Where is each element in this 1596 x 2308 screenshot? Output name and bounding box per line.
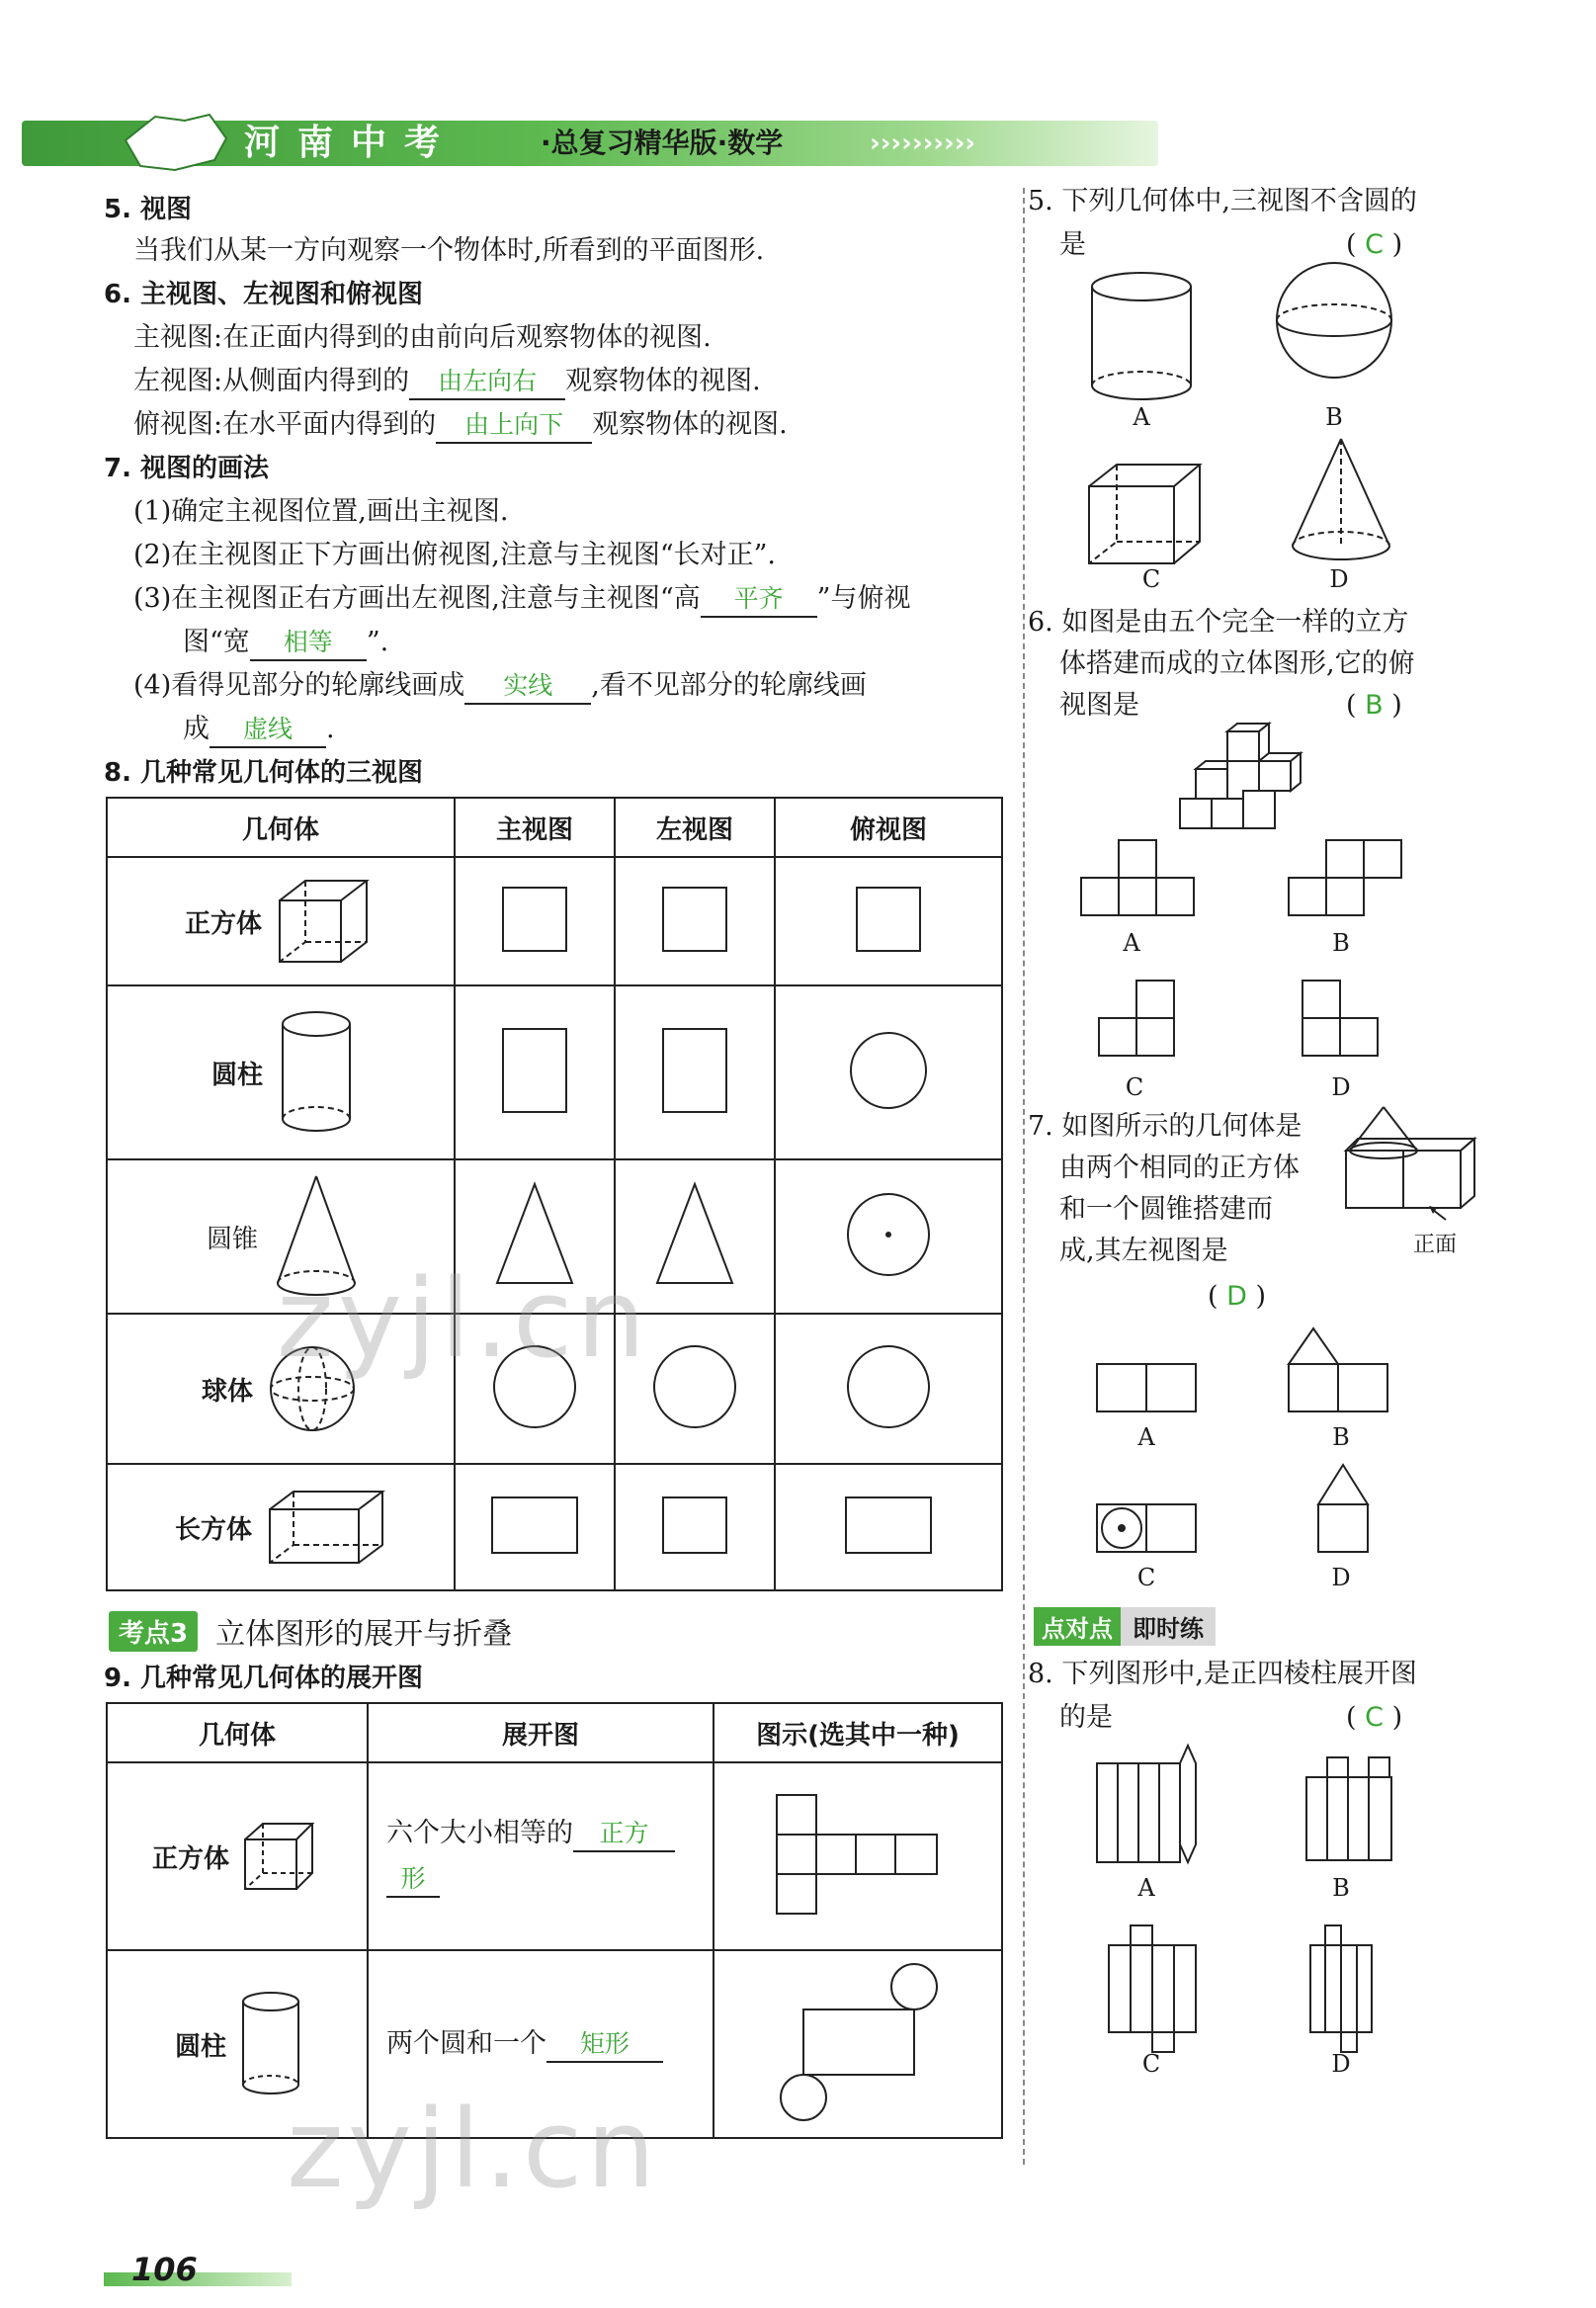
net-desc-2 bbox=[386, 1856, 713, 1902]
th-solid: 几何体 bbox=[107, 1703, 368, 1762]
net-desc bbox=[386, 2022, 713, 2066]
q7-line4: 成,其左视图是 bbox=[1059, 1236, 1228, 1266]
s6-line2-b: 观察物体的视图. bbox=[565, 366, 761, 396]
table-row bbox=[107, 857, 1002, 985]
s7-line3-a: (3)在主视图正右方画出左视图,注意与主视图“高 bbox=[133, 583, 701, 614]
s7-line6 bbox=[183, 708, 335, 751]
option-label: B bbox=[1332, 929, 1350, 957]
s6-line3-a: 俯视图:在水平面内得到的 bbox=[133, 409, 437, 440]
row-name: 正方体 bbox=[185, 908, 263, 939]
cell-solid bbox=[107, 857, 455, 985]
s5-text: 当我们从某一方向观察一个物体时,所看到的平面图形. bbox=[133, 235, 765, 266]
cell-side bbox=[615, 985, 775, 1159]
answer-letter: B bbox=[1365, 690, 1384, 721]
row-name: 球体 bbox=[202, 1376, 254, 1407]
net-option-d-icon bbox=[1306, 1922, 1376, 2056]
topview-option-b-icon bbox=[1287, 838, 1405, 919]
cube-icon bbox=[241, 1820, 316, 1893]
s5-title: 5. 视图 bbox=[104, 195, 193, 224]
q6-line3: 视图是 bbox=[1059, 690, 1139, 721]
practice-tag: 点对点 bbox=[1034, 1607, 1121, 1646]
circle-view-icon bbox=[650, 1342, 739, 1431]
page-number: 106 bbox=[131, 2251, 198, 2288]
q6-answer: ( B ) bbox=[1346, 690, 1402, 721]
kaodian-title: 立体图形的展开与折叠 bbox=[215, 1617, 513, 1652]
option-label: D bbox=[1331, 1073, 1351, 1101]
header-title: 河南中考 bbox=[244, 123, 459, 163]
square-view-icon bbox=[660, 885, 729, 954]
cell-figure bbox=[714, 1762, 1002, 1950]
leftview-option-d-icon bbox=[1314, 1461, 1372, 1556]
stacked-cubes-icon bbox=[1178, 722, 1316, 832]
s7-line4-b: ”. bbox=[366, 627, 389, 657]
cell-top bbox=[775, 1159, 1002, 1314]
s6-title: 6. 主视图、左视图和俯视图 bbox=[104, 280, 424, 309]
rect-view-icon bbox=[489, 1495, 580, 1556]
cell-top bbox=[775, 857, 1002, 985]
practice-heading bbox=[1034, 1607, 1216, 1646]
option-label: A bbox=[1137, 1874, 1155, 1902]
s7-line3 bbox=[133, 577, 910, 621]
topview-option-c-icon bbox=[1095, 979, 1178, 1062]
table-row bbox=[107, 985, 1002, 1159]
option-label: A bbox=[1137, 1423, 1155, 1451]
s7-title: 7. 视图的画法 bbox=[104, 454, 270, 483]
s6-line2 bbox=[133, 360, 761, 403]
th-top: 俯视图 bbox=[775, 798, 1002, 857]
cell-front bbox=[455, 857, 615, 985]
page-header bbox=[22, 111, 1188, 176]
answer-blank: 平齐 bbox=[701, 582, 817, 618]
rect-view-icon bbox=[660, 1026, 729, 1115]
q6-line1: 6. 如图是由五个完全一样的立方 bbox=[1028, 607, 1409, 638]
s7-line4 bbox=[183, 621, 388, 664]
s7-line2: (2)在主视图正下方画出俯视图,注意与主视图“长对正”. bbox=[133, 540, 777, 570]
cone-icon bbox=[1287, 435, 1395, 573]
option-label: C bbox=[1136, 1564, 1156, 1591]
option-label: B bbox=[1332, 1423, 1350, 1451]
page-number-badge bbox=[104, 2251, 292, 2288]
option-label: D bbox=[1331, 1564, 1351, 1591]
th-front: 主视图 bbox=[455, 798, 615, 857]
watermark: zyjl.cn bbox=[277, 1255, 650, 1382]
cell-top bbox=[775, 1464, 1002, 1590]
th-net: 展开图 bbox=[368, 1703, 714, 1762]
option-label: B bbox=[1332, 1874, 1350, 1902]
s6-line3 bbox=[133, 403, 788, 447]
q7-line2: 由两个相同的正方体 bbox=[1059, 1153, 1300, 1183]
watermark: zyjl.cn bbox=[287, 2086, 660, 2212]
topview-option-a-icon bbox=[1079, 838, 1198, 919]
cell-top bbox=[775, 1314, 1002, 1464]
net-desc-a: 六个大小相等的 bbox=[386, 1818, 573, 1848]
net-desc-a: 两个圆和一个 bbox=[386, 2028, 546, 2059]
circle-dot-view-icon bbox=[844, 1190, 933, 1279]
cell-front bbox=[455, 1464, 615, 1590]
s6-line3-b: 观察物体的视图. bbox=[592, 409, 788, 440]
answer-blank: 实线 bbox=[464, 669, 591, 705]
topview-option-d-icon bbox=[1299, 979, 1382, 1062]
rect-view-icon bbox=[500, 1026, 569, 1115]
th-figure: 图示(选其中一种) bbox=[714, 1703, 1002, 1762]
cube-icon bbox=[1085, 461, 1204, 567]
table-row bbox=[107, 1464, 1002, 1590]
cell-figure bbox=[714, 1950, 1002, 2138]
kaodian-tag: 考点3 bbox=[109, 1611, 198, 1652]
option-label: A bbox=[1123, 929, 1140, 957]
q7-line3: 和一个圆锥搭建而 bbox=[1059, 1194, 1273, 1225]
th-side: 左视图 bbox=[615, 798, 775, 857]
option-label: A bbox=[1133, 403, 1150, 431]
row-name: 长方体 bbox=[175, 1514, 253, 1545]
th-solid: 几何体 bbox=[107, 798, 455, 857]
square-view-icon bbox=[854, 885, 923, 954]
circle-view-icon bbox=[847, 1029, 930, 1112]
front-label: 正面 bbox=[1413, 1233, 1458, 1257]
leftview-option-c-icon bbox=[1095, 1500, 1198, 1556]
cell-solid bbox=[107, 1762, 368, 1950]
s7-line6-a: 成 bbox=[183, 714, 210, 744]
net-option-a-icon bbox=[1093, 1742, 1198, 1866]
net-table bbox=[106, 1702, 1003, 2139]
row-name: 圆锥 bbox=[207, 1224, 259, 1254]
rect-view-icon bbox=[660, 1495, 729, 1556]
cube-icon bbox=[276, 877, 370, 966]
three-view-table bbox=[106, 797, 1003, 1591]
net-option-c-icon bbox=[1105, 1922, 1200, 2056]
sphere-icon bbox=[1273, 259, 1395, 382]
answer-blank: 由上向下 bbox=[436, 408, 592, 444]
column-divider bbox=[1023, 188, 1025, 2165]
q6-line2: 体搭建而成的立体图形,它的俯 bbox=[1059, 648, 1415, 679]
header-chevrons: ›››››››››› bbox=[870, 128, 976, 158]
option-label: C bbox=[1141, 2050, 1161, 2078]
header-subtitle: ·总复习精华版·数学 bbox=[541, 127, 784, 159]
q5-line1: 5. 下列几何体中,三视图不含圆的 bbox=[1028, 186, 1417, 216]
cuboid-icon bbox=[266, 1488, 386, 1567]
cell-solid bbox=[107, 1464, 455, 1590]
answer-blank: 由左向右 bbox=[409, 365, 565, 400]
option-label: C bbox=[1141, 565, 1161, 593]
option-label: C bbox=[1125, 1073, 1144, 1101]
cubes-cone-icon bbox=[1342, 1103, 1502, 1222]
q8-line1: 8. 下列图形中,是正四棱柱展开图 bbox=[1028, 1659, 1417, 1689]
net-option-b-icon bbox=[1302, 1753, 1395, 1864]
s7-line4-a: 图“宽 bbox=[183, 627, 250, 657]
cell-top bbox=[775, 985, 1002, 1159]
q7-answer: ( D ) bbox=[1208, 1281, 1267, 1312]
answer-blank: 矩形 bbox=[546, 2027, 663, 2063]
cell-side bbox=[615, 1464, 775, 1590]
answer-letter: C bbox=[1365, 229, 1384, 260]
s7-line1: (1)确定主视图位置,画出主视图. bbox=[133, 496, 509, 527]
answer-blank: 正方 bbox=[573, 1817, 675, 1852]
cylinder-net-icon bbox=[774, 1958, 942, 2126]
q8-answer: ( C ) bbox=[1346, 1702, 1403, 1733]
row-name: 圆柱 bbox=[211, 1060, 264, 1090]
s7-line5-b: ,看不见部分的轮廓线画 bbox=[591, 670, 867, 701]
practice-title: 即时练 bbox=[1121, 1607, 1216, 1646]
net-desc bbox=[386, 1811, 713, 1856]
leftview-option-b-icon bbox=[1287, 1325, 1389, 1415]
s6-line1: 主视图:在正面内得到的由前向后观察物体的视图. bbox=[133, 322, 712, 353]
cell-front bbox=[455, 985, 615, 1159]
circle-view-icon bbox=[844, 1342, 933, 1431]
row-name: 圆柱 bbox=[175, 2031, 227, 2062]
s9-title: 9. 几种常见几何体的展开图 bbox=[104, 1664, 424, 1693]
cylinder-icon bbox=[277, 1008, 356, 1137]
q8-line2: 的是 bbox=[1059, 1702, 1113, 1733]
answer-letter: C bbox=[1365, 1702, 1384, 1733]
option-label: D bbox=[1331, 2050, 1351, 2078]
cell-solid bbox=[107, 985, 455, 1159]
triangle-view-icon bbox=[653, 1180, 736, 1289]
cube-net-icon bbox=[773, 1791, 943, 1918]
s7-line6-b: . bbox=[326, 714, 335, 744]
rect-view-icon bbox=[843, 1495, 934, 1556]
cylinder-icon bbox=[238, 1990, 303, 2098]
s8-title: 8. 几种常见几何体的三视图 bbox=[104, 758, 424, 788]
cell-side bbox=[615, 857, 775, 985]
cylinder-icon bbox=[1087, 269, 1196, 407]
row-name: 正方体 bbox=[152, 1843, 230, 1874]
s7-line5-a: (4)看得见部分的轮廓线画成 bbox=[133, 670, 465, 701]
cell-net bbox=[368, 1762, 714, 1950]
answer-blank: 虚线 bbox=[210, 713, 326, 748]
q5-answer: ( C ) bbox=[1346, 229, 1403, 260]
q5-line2: 是 bbox=[1059, 229, 1086, 260]
answer-letter: D bbox=[1226, 1281, 1247, 1312]
option-label: D bbox=[1329, 565, 1349, 593]
leftview-option-a-icon bbox=[1095, 1360, 1198, 1415]
square-view-icon bbox=[500, 885, 569, 954]
answer-blank: 形 bbox=[386, 1862, 440, 1898]
answer-blank: 相等 bbox=[250, 626, 367, 661]
q7-line1: 7. 如图所示的几何体是 bbox=[1028, 1111, 1302, 1142]
s6-line2-a: 左视图:从侧面内得到的 bbox=[133, 366, 410, 396]
kaodian-heading bbox=[109, 1609, 512, 1653]
henan-map-icon bbox=[116, 111, 234, 176]
s7-line5 bbox=[133, 664, 867, 708]
s7-line3-b: ”与俯视 bbox=[816, 583, 911, 614]
table-row bbox=[107, 1762, 1002, 1950]
option-label: B bbox=[1325, 403, 1343, 431]
